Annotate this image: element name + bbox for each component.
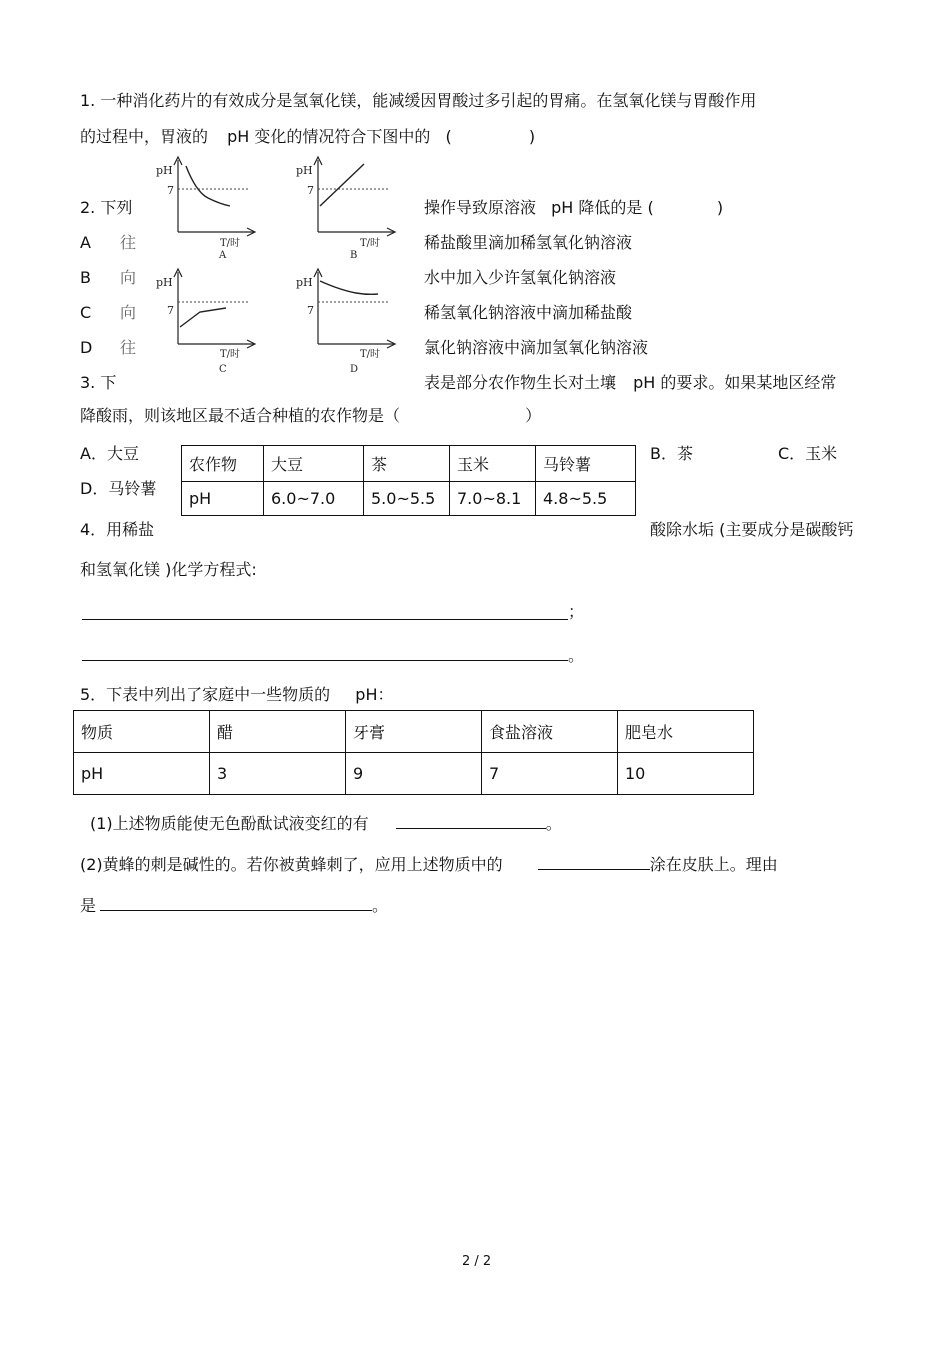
q2-option-d-letter: D: [80, 338, 93, 357]
graph-a-ytick: 7: [167, 184, 174, 197]
q5-sub2: [80, 855, 778, 875]
table-cell: 9: [346, 753, 482, 795]
table-cell: 7.0~8.1: [450, 482, 536, 516]
graph-b-ytick: 7: [307, 184, 314, 197]
table-header-cell: 大豆: [264, 446, 364, 482]
q5-sub2-mid: 涂在皮肤上。理由: [649, 855, 778, 874]
q2-option-a-letter: A: [80, 233, 91, 252]
q2-stem-c: pH 降低的是 (: [551, 198, 654, 217]
graph-a-ylabel: pH: [156, 164, 173, 177]
graph-c-label: C: [219, 364, 227, 374]
table-cell: 4.8~5.5: [536, 482, 636, 516]
q2-option-c-text: 稀氢氧化钠溶液中滴加稀盐酸: [424, 303, 633, 322]
q5-sub2-blank[interactable]: [538, 855, 650, 870]
q4-end-2: 。: [568, 646, 585, 665]
q4-answer-line-2[interactable]: [82, 660, 568, 661]
q5-stem: [80, 685, 393, 705]
q2-option-b-text: 水中加入少许氢氧化钠溶液: [424, 268, 617, 287]
q2-option-c-lead: 向: [120, 303, 137, 322]
table-header-cell: 农作物: [182, 446, 264, 482]
q1-line1: 1. 一种消化药片的有效成分是氢氧化镁，能减缓因胃酸过多引起的胃痛。在氢氧化镁与胃酸作用: [80, 91, 757, 110]
table-row: [74, 753, 754, 795]
page-number: 2 / 2: [462, 1254, 492, 1269]
q2-option-b-lead: 向: [120, 268, 137, 287]
q2-option-b-letter: B: [80, 268, 91, 287]
crop-ph-table: [181, 445, 636, 516]
q5-sub1-blank[interactable]: [396, 814, 546, 829]
q2-option-c-letter: C: [80, 303, 92, 322]
q3-option-c: C．玉米: [778, 444, 838, 463]
graph-d-ytick: 7: [307, 304, 314, 317]
graph-a-xlabel: T/时: [220, 238, 241, 249]
q3-line2-text: 降酸雨，则该地区最不适合种植的农作物是（: [80, 406, 401, 425]
q5-sub2-end: 。: [372, 896, 389, 915]
q5-sub1-end: 。: [545, 814, 562, 833]
table-cell: 7: [482, 753, 618, 795]
q1-paren-close: ): [528, 127, 536, 146]
q2-option-d-text: 氯化钠溶液中滴加氢氧化钠溶液: [424, 338, 649, 357]
q3-stem-a: 3. 下: [80, 373, 117, 392]
graph-d-ylabel: pH: [296, 276, 313, 289]
q4-stem-b: 酸除水垢 (主要成分是碳酸钙: [650, 520, 854, 539]
table-row: [182, 446, 636, 482]
q5-sub2-line2: [80, 896, 388, 916]
table-header-cell: 玉米: [450, 446, 536, 482]
table-cell: pH: [182, 482, 264, 516]
table-header-cell: 肥皂水: [618, 711, 754, 753]
table-header-cell: 食盐溶液: [482, 711, 618, 753]
graph-b-xlabel: T/时: [360, 238, 381, 249]
q3-line2: [80, 406, 541, 426]
q2-option-a-lead: 往: [120, 233, 137, 252]
q3-stem-c: pH 的要求。如果某地区经常: [633, 373, 837, 392]
graph-a: [150, 152, 260, 262]
q1-paren-open: (: [445, 127, 452, 146]
graph-d-xlabel: T/时: [360, 349, 381, 360]
graph-c-xlabel: T/时: [220, 349, 241, 360]
q2-option-a-text: 稀盐酸里滴加稀氢氧化钠溶液: [424, 233, 633, 252]
q1-line2: [80, 127, 535, 147]
q4-line2: 和氢氧化镁 )化学方程式:: [80, 560, 257, 579]
table-header-cell: 茶: [364, 446, 450, 482]
q3-option-d: D．马铃薯: [80, 479, 157, 498]
q1-line2-a: 的过程中，胃液的: [80, 127, 209, 146]
table-cell: 3: [210, 753, 346, 795]
table-header-cell: 醋: [210, 711, 346, 753]
q2-stem-close: ): [716, 198, 724, 217]
q3-line2-close: ）: [525, 406, 542, 425]
q3-option-b: B．茶: [650, 444, 693, 463]
q5-sub1: [90, 814, 562, 834]
table-row: [74, 711, 754, 753]
q3-stem-rest: [424, 373, 836, 393]
q2-stem-a: 2. 下列: [80, 198, 133, 217]
graph-b-label: B: [350, 250, 358, 261]
graph-d-label: D: [350, 364, 359, 374]
graph-b: [290, 152, 400, 262]
q5-sub1-text: (1)上述物质能使无色酚酞试液变红的有: [90, 814, 369, 833]
q2-stem-rest: [424, 198, 723, 218]
table-cell: 10: [618, 753, 754, 795]
q5-sub2-line2-text: 是: [80, 896, 97, 915]
table-header-cell: 马铃薯: [536, 446, 636, 482]
q5-stem-b: pH：: [355, 685, 394, 704]
household-ph-table: [73, 710, 754, 795]
table-header-cell: 牙膏: [346, 711, 482, 753]
q4-answer-line-1[interactable]: [82, 619, 568, 620]
q3-option-a: A．大豆: [80, 444, 139, 463]
q3-stem-b: 表是部分农作物生长对土壤: [424, 373, 617, 392]
q1-line2-b: pH 变化的情况符合下图中的: [227, 127, 431, 146]
graph-c-ylabel: pH: [156, 276, 173, 289]
q4-stem-a: 4．用稀盐: [80, 520, 155, 539]
table-cell: pH: [74, 753, 210, 795]
table-cell: 5.0~5.5: [364, 482, 450, 516]
graph-d: [290, 264, 400, 374]
q5-stem-a: 5．下表中列出了家庭中一些物质的: [80, 685, 331, 704]
table-header-cell: 物质: [74, 711, 210, 753]
q2-option-d-lead: 往: [120, 338, 137, 357]
q4-end-1: ；: [568, 602, 585, 621]
graph-a-label: A: [219, 250, 227, 261]
graph-c: [150, 264, 260, 374]
table-row: [182, 482, 636, 516]
q5-reason-blank[interactable]: [100, 896, 372, 911]
q2-stem-b: 操作导致原溶液: [424, 198, 537, 217]
graph-c-ytick: 7: [167, 304, 174, 317]
graph-b-ylabel: pH: [296, 164, 313, 177]
table-cell: 6.0~7.0: [264, 482, 364, 516]
q5-sub2-text: (2)黄蜂的刺是碱性的。若你被黄蜂刺了，应用上述物质中的: [80, 855, 503, 874]
